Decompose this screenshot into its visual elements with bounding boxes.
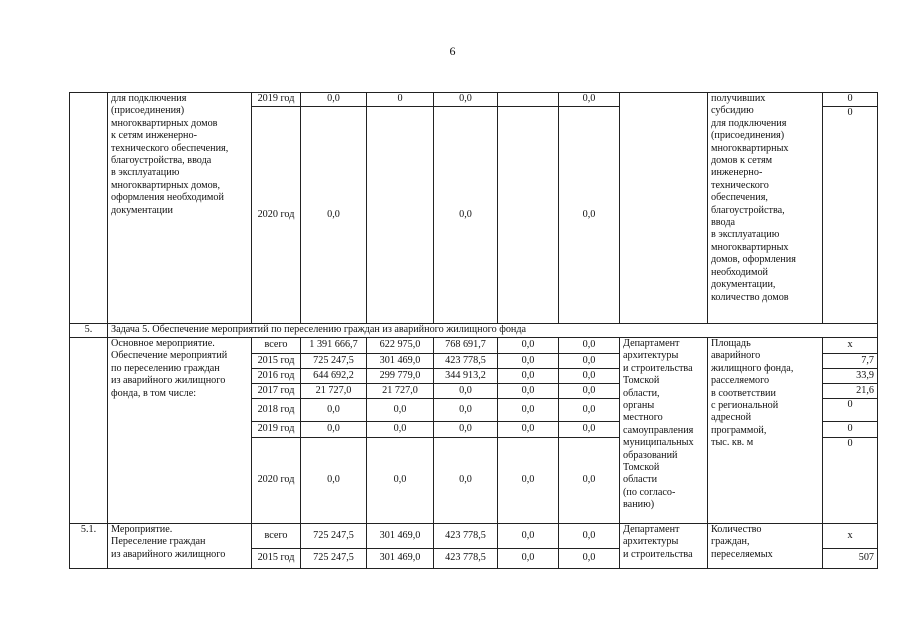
value-cell: 0,0 (301, 107, 367, 324)
value-cell: 0,0 (434, 107, 498, 324)
value-cell: 0 (367, 93, 434, 107)
indicator-value: 0 (823, 422, 878, 438)
indicator-value: 507 (823, 549, 878, 569)
year-cell: 2019 год (252, 93, 301, 107)
indicator-value: 33,9 (823, 369, 878, 384)
value-cell: 301 469,0 (367, 354, 434, 369)
value-cell: 1 391 666,7 (301, 338, 367, 354)
value-cell: 423 778,5 (434, 549, 498, 569)
value-cell: 0,0 (434, 399, 498, 422)
program-table (69, 92, 878, 569)
value-cell: 0,0 (498, 524, 559, 549)
executor-cell (620, 93, 708, 324)
year-cell: 2017 год (252, 384, 301, 399)
value-cell: 0,0 (559, 93, 620, 107)
value-cell: 0,0 (434, 384, 498, 399)
indicator-cell: Площадь аварийного жилищного фонда, расселяемого в соответствии с региональной адресной программой, тыс. кв. м (708, 338, 823, 524)
year-cell: 2015 год (252, 354, 301, 369)
value-cell: 0,0 (498, 384, 559, 399)
value-cell: 0,0 (498, 438, 559, 524)
indicator-value: х (823, 338, 878, 354)
table-row (70, 524, 878, 549)
value-cell: 0,0 (498, 399, 559, 422)
value-cell: 622 975,0 (367, 338, 434, 354)
value-cell: 0,0 (434, 422, 498, 438)
value-cell: 301 469,0 (367, 524, 434, 549)
row-number: 5.1. (70, 524, 108, 569)
year-cell: всего (252, 338, 301, 354)
value-cell: 301 469,0 (367, 549, 434, 569)
year-cell: всего (252, 524, 301, 549)
activity-name: Основное мероприятие. Обеспечение мероприятий по переселению граждан из аварийного жилищного фонда, в том числе: (108, 338, 252, 524)
value-cell: 0,0 (434, 93, 498, 107)
value-cell: 0,0 (301, 399, 367, 422)
executor-cell: Департамент архитектуры и строительства (620, 524, 708, 569)
value-cell: 0,0 (367, 438, 434, 524)
value-cell: 0,0 (559, 549, 620, 569)
value-cell: 0,0 (498, 354, 559, 369)
indicator-value: х (823, 524, 878, 549)
indicator-value: 0 (823, 107, 878, 324)
value-cell: 0,0 (301, 93, 367, 107)
value-cell: 423 778,5 (434, 354, 498, 369)
value-cell: 0,0 (301, 438, 367, 524)
indicator-value: 7,7 (823, 354, 878, 369)
value-cell (498, 93, 559, 107)
activity-name: для подключения (присоединения) многоквартирных домов к сетям инженерно- технического обеспечения, благоустройства, ввода в эксплуатацию многоквартирных домов, оформления необходимой документации (108, 93, 252, 324)
value-cell: 0,0 (559, 422, 620, 438)
value-cell: 0,0 (559, 338, 620, 354)
value-cell: 423 778,5 (434, 524, 498, 549)
value-cell: 0,0 (498, 549, 559, 569)
indicator-value: 0 (823, 93, 878, 107)
value-cell: 299 779,0 (367, 369, 434, 384)
indicator-value: 21,6 (823, 384, 878, 399)
value-cell: 725 247,5 (301, 354, 367, 369)
value-cell: 21 727,0 (367, 384, 434, 399)
table-row (70, 338, 878, 354)
value-cell: 0,0 (367, 422, 434, 438)
value-cell: 344 913,2 (434, 369, 498, 384)
value-cell (498, 107, 559, 324)
indicator-value: 0 (823, 399, 878, 422)
value-cell: 0,0 (559, 354, 620, 369)
value-cell: 0,0 (301, 422, 367, 438)
activity-name: Мероприятие. Переселение граждан из аварийного жилищного (108, 524, 252, 569)
value-cell: 768 691,7 (434, 338, 498, 354)
value-cell: 0,0 (498, 422, 559, 438)
value-cell: 0,0 (498, 369, 559, 384)
value-cell: 0,0 (498, 338, 559, 354)
task-row (70, 324, 878, 338)
value-cell (367, 107, 434, 324)
year-cell: 2018 год (252, 399, 301, 422)
indicator-cell: Количество граждан, переселяемых (708, 524, 823, 569)
year-cell: 2015 год (252, 549, 301, 569)
value-cell: 0,0 (559, 384, 620, 399)
value-cell: 725 247,5 (301, 524, 367, 549)
value-cell: 725 247,5 (301, 549, 367, 569)
indicator-cell: получивших субсидию для подключения (присоединения) многоквартирных домов к сетям инженерно- технического обеспечения, благоустройства, ввода в эксплуатацию многоквартирных домов, оформления необходимой документации, количество домов (708, 93, 823, 324)
value-cell: 0,0 (367, 399, 434, 422)
row-number: 5. (70, 324, 108, 338)
table-row (70, 93, 878, 107)
year-cell: 2020 год (252, 438, 301, 524)
value-cell: 0,0 (559, 399, 620, 422)
value-cell: 0,0 (559, 369, 620, 384)
indicator-value: 0 (823, 438, 878, 524)
year-cell: 2019 год (252, 422, 301, 438)
value-cell: 0,0 (559, 524, 620, 549)
year-cell: 2020 год (252, 107, 301, 324)
value-cell: 0,0 (559, 107, 620, 324)
executor-cell: Департамент архитектуры и строительства Томской области, органы местного самоуправления муниципальных образований Томской области (по согласо- ванию) (620, 338, 708, 524)
year-cell: 2016 год (252, 369, 301, 384)
value-cell: 0,0 (434, 438, 498, 524)
value-cell: 21 727,0 (301, 384, 367, 399)
value-cell: 644 692,2 (301, 369, 367, 384)
task-title: Задача 5. Обеспечение мероприятий по переселению граждан из аварийного жилищного фонда (108, 324, 878, 338)
value-cell: 0,0 (559, 438, 620, 524)
page-number: 6 (449, 44, 456, 58)
